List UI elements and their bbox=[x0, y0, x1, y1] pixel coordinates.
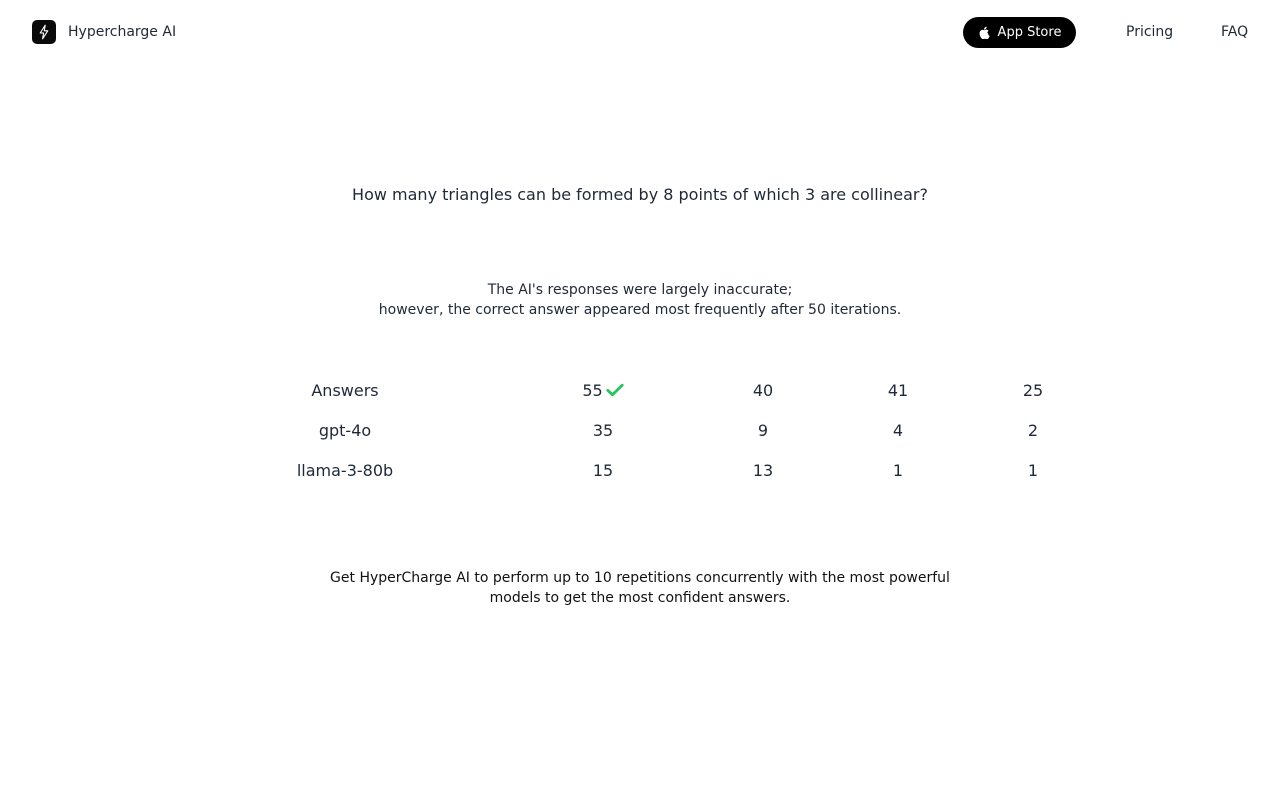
cta-text: Get HyperCharge AI to perform up to 10 repetitions concurrently with the most powerful models to get the most confident answers. bbox=[330, 570, 950, 606]
count-cell: 2 bbox=[1027, 421, 1039, 440]
results-summary bbox=[0, 280, 1280, 320]
count-cell: 1 bbox=[1027, 461, 1039, 480]
apple-icon bbox=[978, 26, 990, 39]
count-cell: 4 bbox=[892, 421, 904, 440]
count-cell: 15 bbox=[592, 461, 614, 480]
table-row-answers bbox=[0, 371, 1280, 411]
nav-pricing-link[interactable]: Pricing bbox=[1126, 24, 1174, 40]
count-cell: 9 bbox=[757, 421, 769, 440]
nav-faq-link[interactable]: FAQ bbox=[1221, 24, 1249, 40]
table-row-llama-3-80b bbox=[0, 451, 1280, 491]
count-cell: 35 bbox=[592, 421, 614, 440]
brand-home-link[interactable] bbox=[32, 20, 176, 44]
app-store-button[interactable] bbox=[963, 17, 1076, 48]
answer-value: 40 bbox=[752, 381, 774, 400]
answer-value: 55 bbox=[582, 381, 603, 400]
answer-value: 41 bbox=[887, 381, 909, 400]
count-cell: 1 bbox=[892, 461, 904, 480]
answer-value: 25 bbox=[1022, 381, 1044, 400]
summary-line-2: however, the correct answer appeared most frequently after 50 iterations. bbox=[378, 302, 902, 318]
row-label: llama-3-80b bbox=[296, 461, 394, 480]
answer-cell-correct bbox=[543, 371, 663, 411]
brand-name: Hypercharge AI bbox=[68, 24, 177, 40]
top-nav bbox=[0, 0, 1280, 64]
results-table bbox=[0, 371, 1280, 491]
question-text: How many triangles can be formed by 8 points of which 3 are collinear? bbox=[352, 185, 928, 204]
row-label: gpt-4o bbox=[318, 421, 372, 440]
lightning-bolt-icon bbox=[32, 20, 56, 44]
row-label: Answers bbox=[311, 381, 379, 400]
count-cell: 13 bbox=[752, 461, 774, 480]
checkmark-icon bbox=[606, 383, 624, 397]
summary-line-1: The AI's responses were largely inaccurate; bbox=[487, 282, 793, 298]
app-store-label: App Store bbox=[997, 25, 1062, 40]
table-row-gpt-4o bbox=[0, 411, 1280, 451]
